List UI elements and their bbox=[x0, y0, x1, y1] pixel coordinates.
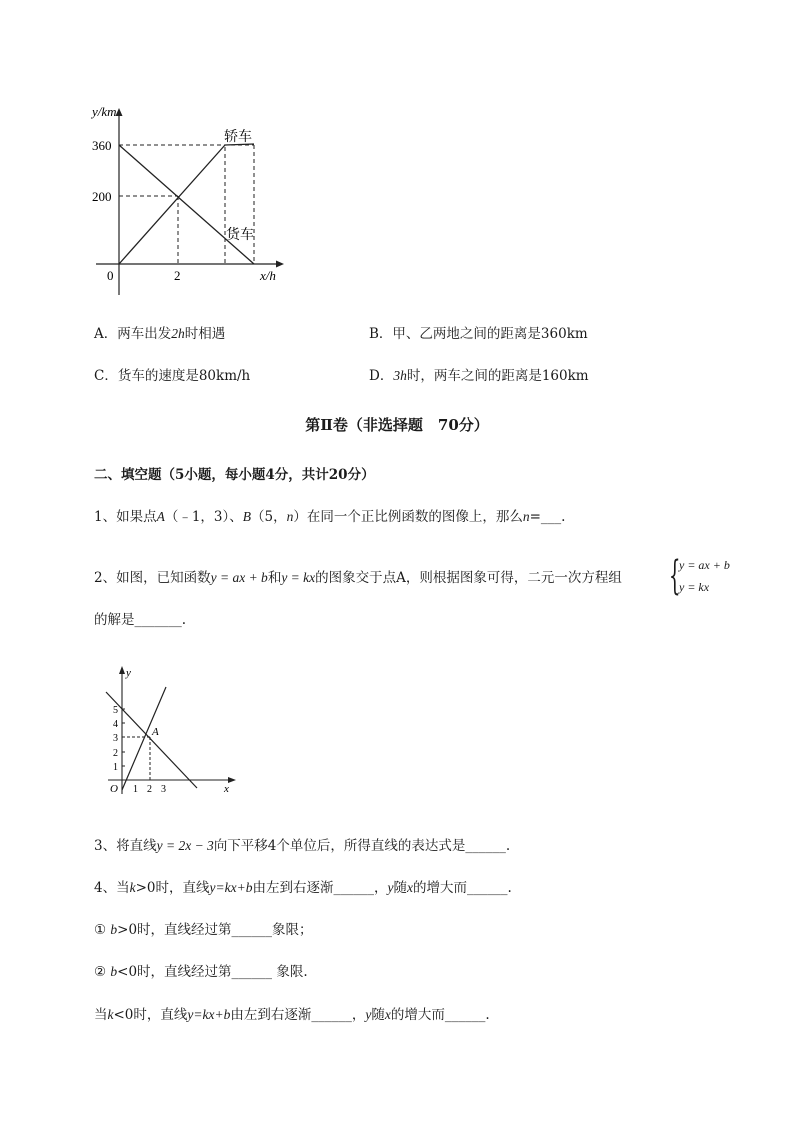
text-span: y = ax + b bbox=[679, 558, 730, 572]
system-brace: { bbox=[669, 553, 681, 599]
x-tick-3: 3 bbox=[161, 784, 166, 795]
part-heading: 二、填空题（5小题，每小题4分，共计20分） bbox=[94, 467, 375, 483]
text-span: A bbox=[156, 509, 165, 524]
question-4-case-2 bbox=[94, 963, 308, 981]
y-tick-3: 3 bbox=[113, 733, 118, 744]
text-span: x bbox=[406, 880, 413, 895]
origin-label: 0 bbox=[107, 268, 114, 283]
text-span: y=kx+b bbox=[209, 880, 253, 895]
text-span: 由左到右逐渐______， bbox=[230, 1007, 366, 1023]
origin-label: O bbox=[110, 783, 118, 795]
point-a-label: A bbox=[152, 726, 159, 738]
text-span: 的增大而______. bbox=[390, 1007, 490, 1023]
y-tick-360: 360 bbox=[92, 138, 112, 153]
question-2-line2: 的解是_______. bbox=[94, 612, 187, 628]
text-span: b bbox=[110, 922, 118, 937]
text-span: 时，两车之间的距离是160km bbox=[406, 368, 589, 384]
text-span: （﹣1，3）、 bbox=[164, 509, 243, 525]
text-span: 的增大而______. bbox=[412, 880, 512, 896]
y-axis-arrow bbox=[116, 108, 123, 116]
text-span: y bbox=[387, 880, 394, 895]
text-span: B bbox=[242, 509, 252, 524]
text-span: ② bbox=[94, 964, 111, 980]
text-span: 3h bbox=[393, 368, 407, 383]
question-3 bbox=[94, 837, 510, 855]
text-span: ）在同一个正比例函数的图像上，那么 bbox=[293, 509, 523, 525]
text-span: 随 bbox=[371, 1007, 385, 1023]
text-span: 3、将直线 bbox=[94, 838, 157, 854]
section-title: 第Ⅱ卷（非选择题 70分） bbox=[305, 416, 489, 434]
text-span: 和 bbox=[267, 570, 282, 586]
text-span: >0时，直线 bbox=[135, 880, 210, 896]
text-span: y = kx bbox=[281, 570, 316, 585]
car-label: 轿车 bbox=[224, 130, 252, 145]
text-span: n bbox=[522, 509, 530, 524]
text-span: 1、如果点 bbox=[94, 509, 157, 525]
text-span: <0时，直线 bbox=[113, 1007, 188, 1023]
text-span: 4、当 bbox=[94, 880, 130, 896]
option-d bbox=[369, 367, 589, 385]
truck-line bbox=[119, 145, 254, 264]
x-label: x bbox=[224, 783, 229, 795]
text-span: 当 bbox=[94, 1007, 108, 1023]
distance-time-graph bbox=[88, 100, 298, 300]
text-span: （5， bbox=[251, 509, 287, 525]
x-tick-2: 2 bbox=[174, 268, 181, 283]
text-span: ① bbox=[94, 922, 111, 938]
y-axis-label: y/km bbox=[92, 104, 117, 119]
text-span: k bbox=[107, 1007, 114, 1022]
text-span: y = 2x − 3 bbox=[156, 838, 214, 853]
text-span: D． bbox=[369, 368, 394, 384]
option-c: C．货车的速度是80km/h bbox=[94, 368, 251, 384]
text-span: k bbox=[129, 880, 136, 895]
y-tick-5: 5 bbox=[113, 705, 118, 716]
option-b: B．甲、乙两地之间的距离是360km bbox=[369, 326, 588, 342]
text-span: 2h bbox=[171, 326, 185, 341]
x-axis-label: x/h bbox=[260, 268, 276, 283]
text-span: 向下平移4个单位后，所得直线的表达式是______. bbox=[213, 838, 511, 854]
text-span: x bbox=[384, 1007, 391, 1022]
x-axis-arrow bbox=[276, 261, 284, 268]
question-1 bbox=[94, 508, 565, 526]
text-span: >0时，直线经过第______象限； bbox=[117, 922, 313, 938]
y-label: y bbox=[126, 667, 131, 679]
text-span: b bbox=[110, 964, 118, 979]
x-tick-1: 1 bbox=[133, 784, 138, 795]
line-kx bbox=[122, 687, 166, 790]
text-span: 时相遇 bbox=[184, 326, 226, 342]
intersection-graph bbox=[100, 662, 245, 800]
text-span: 2、如图，已知函数 bbox=[94, 570, 211, 586]
text-span: y = kx bbox=[679, 580, 710, 594]
y-tick-2: 2 bbox=[113, 748, 118, 759]
question-2 bbox=[94, 569, 622, 587]
text-span: y = ax + b bbox=[210, 570, 268, 585]
text-span: A．两车出发 bbox=[94, 326, 172, 342]
question-4-case-3 bbox=[94, 1006, 490, 1024]
text-span: 由左到右逐渐______， bbox=[252, 880, 388, 896]
x-tick-2: 2 bbox=[147, 784, 152, 795]
text-span: 的图象交于点A，则根据图象可得，二元一次方程组 bbox=[315, 570, 622, 586]
y-tick-4: 4 bbox=[113, 719, 118, 730]
line-ax-plus-b bbox=[106, 692, 197, 788]
car-line bbox=[119, 145, 225, 264]
text-span: y=kx+b bbox=[187, 1007, 231, 1022]
text-span: <0时，直线经过第______ 象限. bbox=[117, 964, 308, 980]
y-tick-1: 1 bbox=[113, 762, 118, 773]
y-tick-200: 200 bbox=[92, 189, 112, 204]
question-4-case-1 bbox=[94, 921, 313, 939]
question-4 bbox=[94, 879, 512, 897]
truck-label: 货车 bbox=[226, 228, 254, 243]
text-span: n bbox=[286, 509, 294, 524]
text-span: y bbox=[365, 1007, 372, 1022]
text-span: =___. bbox=[529, 509, 566, 525]
text-span: 随 bbox=[393, 880, 407, 896]
option-a bbox=[94, 325, 225, 343]
